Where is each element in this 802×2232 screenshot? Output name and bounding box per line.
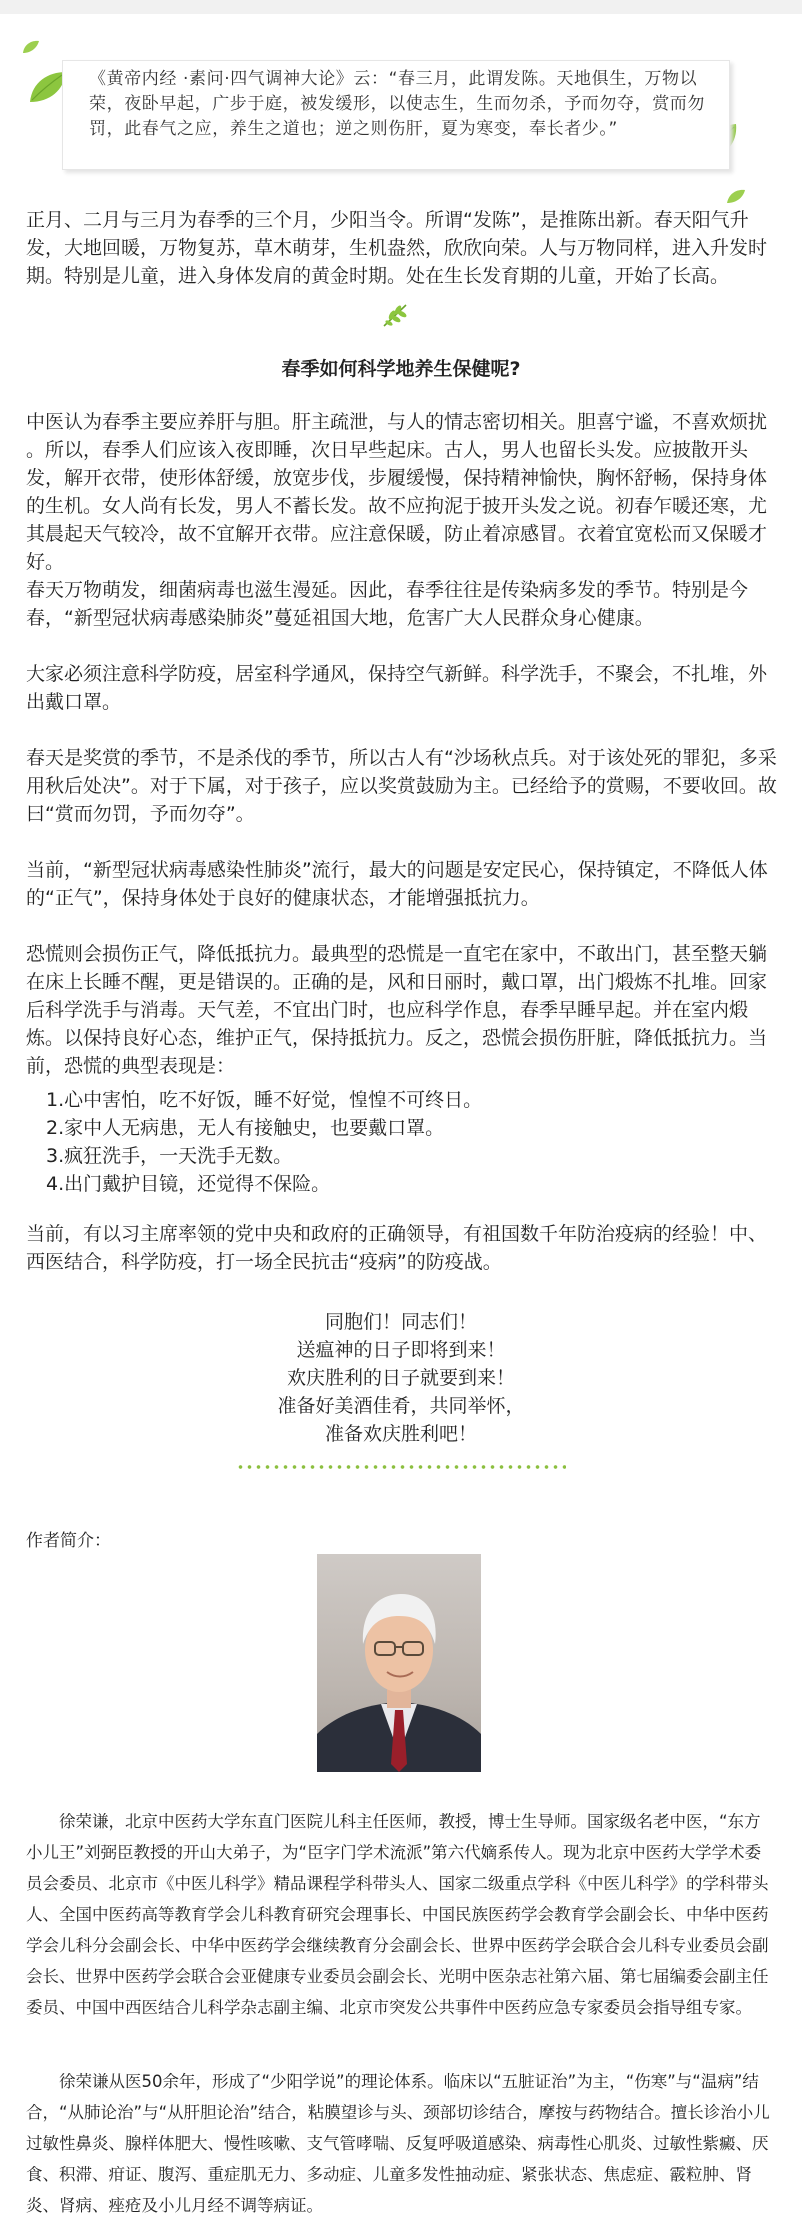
poem-line: 准备好美酒佳肴，共同举怀， bbox=[277, 1395, 525, 1417]
paragraph-panic: 恐慌则会损伤正气，降低抵抗力。最典型的恐慌是一直宅在家中，不敢出门，甚至整天躺在床上长睡不醒，更是错误的。正确的是，风和日丽时，戴口罩，出门煅炼不扎堆。回家后科学洗手与消毒。天气差，不宜出门时，也应科学作息，春季早睡早起。并在室内煅炼。以保持良好心态，维护正气，保持抵抗力。反之，恐慌会损伤肝脏，降低抵抗力。当前，恐慌的典型表现是： bbox=[26, 943, 768, 1077]
dotted-divider bbox=[236, 1464, 566, 1470]
author-label: 作者简介： bbox=[26, 1531, 111, 1551]
poem-line: 同胞们！同志们！ bbox=[324, 1311, 477, 1333]
list-item: 2.家中人无病患，无人有接触史，也要戴口罩。 bbox=[46, 1117, 445, 1139]
poem bbox=[0, 1308, 802, 1448]
classic-quote-box bbox=[62, 60, 730, 170]
intro-paragraph: 正月、二月与三月为春季的三个月，少阳当令。所谓“发陈”，是推陈出新。春天阳气升发，大地回暖，万物复苏，草木萌芽，生机盎然，欣欣向荣。人与万物同样，进入升发时期。特别是儿童，进入身体发肩的黄金时期。处在生长发育期的儿童，开始了长高。 bbox=[26, 209, 768, 287]
leaf-icon bbox=[726, 188, 746, 204]
section-title: 春季如何科学地养生保健呢? bbox=[281, 358, 521, 380]
list-item: 1.心中害怕，吃不好饭，睡不好觉，惶惶不可终日。 bbox=[46, 1089, 483, 1111]
top-status-strip bbox=[0, 0, 802, 14]
paragraph-spring-epidemic: 春天万物萌发，细菌病毒也滋生漫延。因此，春季往往是传染病多发的季节。特别是今春，“新型冠状病毒感染肺炎”蔓延祖国大地，危害广大人民群众身心健康。 bbox=[26, 579, 749, 629]
paragraph-prevention: 大家必须注意科学防疫，居室科学通风，保持空气新鲜。科学洗手，不聚会，不扎堆，外出戴口罩。 bbox=[26, 663, 768, 713]
poem-line: 准备欢庆胜利吧！ bbox=[324, 1423, 477, 1445]
leaf-icon bbox=[22, 40, 40, 54]
poem-line: 欢庆胜利的日子就要到来！ bbox=[286, 1367, 515, 1389]
panic-symptom-list bbox=[46, 1086, 482, 1198]
author-bio-paragraph: 徐荣谦从医50余年，形成了“少阳学说”的理论体系。临床以“五脏证治”为主，“伤寒”与“温病”结合，“从肺论治”与“从肝胆论治”结合，粘膜望诊与头、颈部切诊结合，摩按与药物结合。擅长诊治小儿过敏性鼻炎、腺样体肥大、慢性咳嗽、支气管哮喘、反复呼吸道感染、病毒性心肌炎、过敏性紫癜、厌食、积滞、疳证、腹泻、重症肌无力、多动症、儿童多发性抽动症、紧张状态、焦虑症、霰粒肿、肾炎、肾病、痤疮及小儿月经不调等病证。 bbox=[26, 2072, 770, 2215]
leaf-sprig-icon bbox=[382, 302, 410, 328]
closing-paragraph: 当前，有以习主席率领的党中央和政府的正确领导，有祖国数千年防治疫病的经验！中、西医结合，科学防疫，打一场全民抗击“疫病”的防疫战。 bbox=[26, 1223, 768, 1273]
poem-line: 送瘟神的日子即将到来！ bbox=[296, 1339, 506, 1361]
list-item: 3.疯狂洗手，一天洗手无数。 bbox=[46, 1145, 293, 1167]
paragraph-reward-season: 春天是奖赏的季节，不是杀伐的季节，所以古人有“沙场秋点兵。对于该处死的罪犯，多采用秋后处决”。对于下属，对于孩子，应以奖赏鼓励为主。已经给予的赏赐，不要收回。故曰“赏而勿罚，予而勿夺”。 bbox=[26, 747, 777, 825]
paragraph-tcm-liver: 中医认为春季主要应养肝与胆。肝主疏泄，与人的情志密切相关。胆喜宁谧，不喜欢烦扰 。所以，春季人们应该入夜即睡，次日早些起床。古人，男人也留长头发。应披散开头发，解开衣带，使形体舒缓，放宽步伐，步履缓慢，保持精神愉快，胸怀舒畅，保持身体的生机。女人尚有长发，男人不蓄长发。故不应拘泥于披开头发之说。初春乍暖还寒，尤其晨起天气较冷，故不宜解开衣带。应注意保暖，防止着凉感冒。衣着宜宽松而又保暖才好。 bbox=[26, 411, 768, 573]
list-item: 4.出门戴护目镜，还觉得不保险。 bbox=[46, 1173, 331, 1195]
paragraph-zhengqi: 当前，“新型冠状病毒感染性肺炎”流行，最大的问题是安定民心，保持镇定，不降低人体的“正气”，保持身体处于良好的健康状态，才能增强抵抗力。 bbox=[26, 859, 768, 909]
author-bio-paragraph: 徐荣谦，北京中医药大学东直门医院儿科主任医师，教授，博士生导师。国家级名老中医，“东方小儿王”刘弼臣教授的开山大弟子，为“臣字门学术流派”第六代嫡系传人。现为北京中医药大学学术委员会委员、北京市《中医儿科学》精品课程学科带头人、国家二级重点学科《中医儿科学》的学科带头人、全国中医药高等教育学会儿科教育研究会理事长、中国民族医药学会教育学会副会长、中华中医药学会儿科分会副会长、中华中医药学会继续教育分会副会长、世界中医药学会联合会儿科专业委员会副会长、世界中医药学会联合会亚健康专业委员会副会长、光明中医杂志社第六届、第七届编委会副主任委员、中国中西医结合儿科学杂志副主编、北京市突发公共事件中医药应急专家委员会指导组专家。 bbox=[26, 1812, 769, 2017]
classic-quote-text: 《黄帝内经 ·素问·四气调神大论》云：“春三月，此谓发陈。天地俱生，万物以荣，夜卧早起，广步于庭，被发缓形，以使志生，生而勿杀，予而勿夺，赏而勿罚，此春气之应，养生之道也；逆之则伤肝，夏为寒变，奉长者少。” bbox=[89, 69, 705, 139]
author-portrait bbox=[317, 1554, 481, 1772]
